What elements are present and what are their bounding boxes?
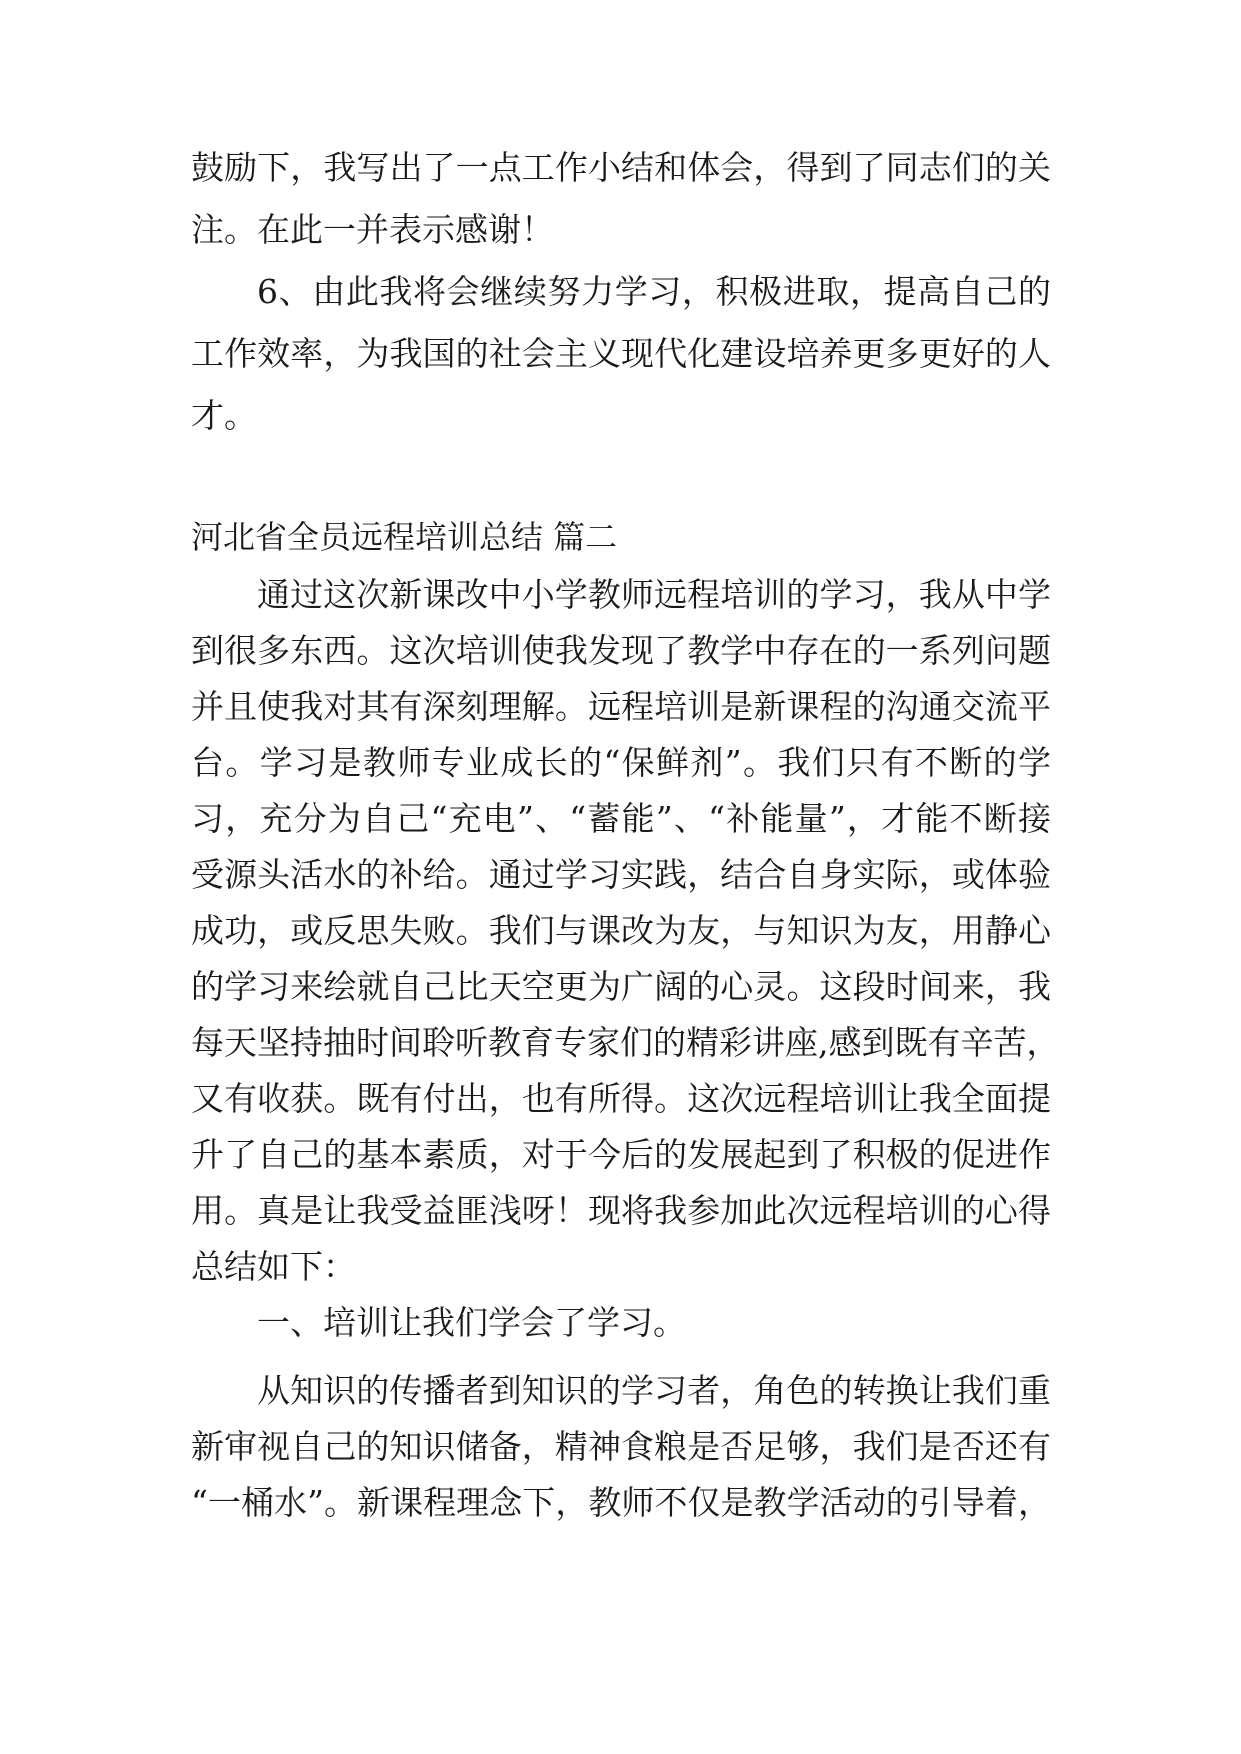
text-line: 升了自己的基本素质，对于今后的发展起到了积极的促进作 <box>191 1135 1051 1174</box>
text-line: 成功，或反思失败。我们与课改为友，与知识为友，用静心 <box>191 911 1051 950</box>
text-line: 并且使我对其有深刻理解。远程培训是新课程的沟通交流平 <box>191 687 1051 726</box>
text-line: 新审视自己的知识储备，精神食粮是否足够，我们是否还有 <box>191 1427 1051 1466</box>
text-line: 总结如下： <box>191 1247 356 1286</box>
text-line: 习，充分为自己“充电”、“蓄能”、“补能量”，才能不断接 <box>191 799 1051 838</box>
text-line: “一桶水”。新课程理念下，教师不仅是教学活动的引导着， <box>191 1483 1051 1522</box>
text-line: 注。在此一并表示感谢！ <box>191 210 554 249</box>
section-title: 河北省全员远程培训总结 篇二 <box>191 518 618 556</box>
subheading: 一、培训让我们学会了学习。 <box>257 1303 686 1342</box>
text-line: 才。 <box>191 396 257 435</box>
text-line: 受源头活水的补给。通过学习实践，结合自身实际，或体验 <box>191 855 1051 894</box>
text-line: 工作效率，为我国的社会主义现代化建设培养更多更好的人 <box>191 334 1051 373</box>
text-line: 到很多东西。这次培训使我发现了教学中存在的一系列问题 <box>191 631 1051 670</box>
text-line: 通过这次新课改中小学教师远程培训的学习，我从中学 <box>257 575 1051 614</box>
text-line: 又有收获。既有付出，也有所得。这次远程培训让我全面提 <box>191 1079 1051 1118</box>
text-line: 的学习来绘就自己比天空更为广阔的心灵。这段时间来，我 <box>191 967 1051 1006</box>
text-line: 鼓励下，我写出了一点工作小结和体会，得到了同志们的关 <box>191 148 1051 187</box>
text-line: 台。学习是教师专业成长的“保鲜剂”。我们只有不断的学 <box>191 743 1051 782</box>
text-line: 从知识的传播者到知识的学习者，角色的转换让我们重 <box>257 1371 1051 1410</box>
text-line: 用。真是让我受益匪浅呀！现将我参加此次远程培训的心得 <box>191 1191 1051 1230</box>
text-line: 6、由此我将会继续努力学习，积极进取，提高自己的 <box>257 272 1051 311</box>
text-line: 每天坚持抽时间聆听教育专家们的精彩讲座,感到既有辛苦， <box>191 1023 1060 1062</box>
